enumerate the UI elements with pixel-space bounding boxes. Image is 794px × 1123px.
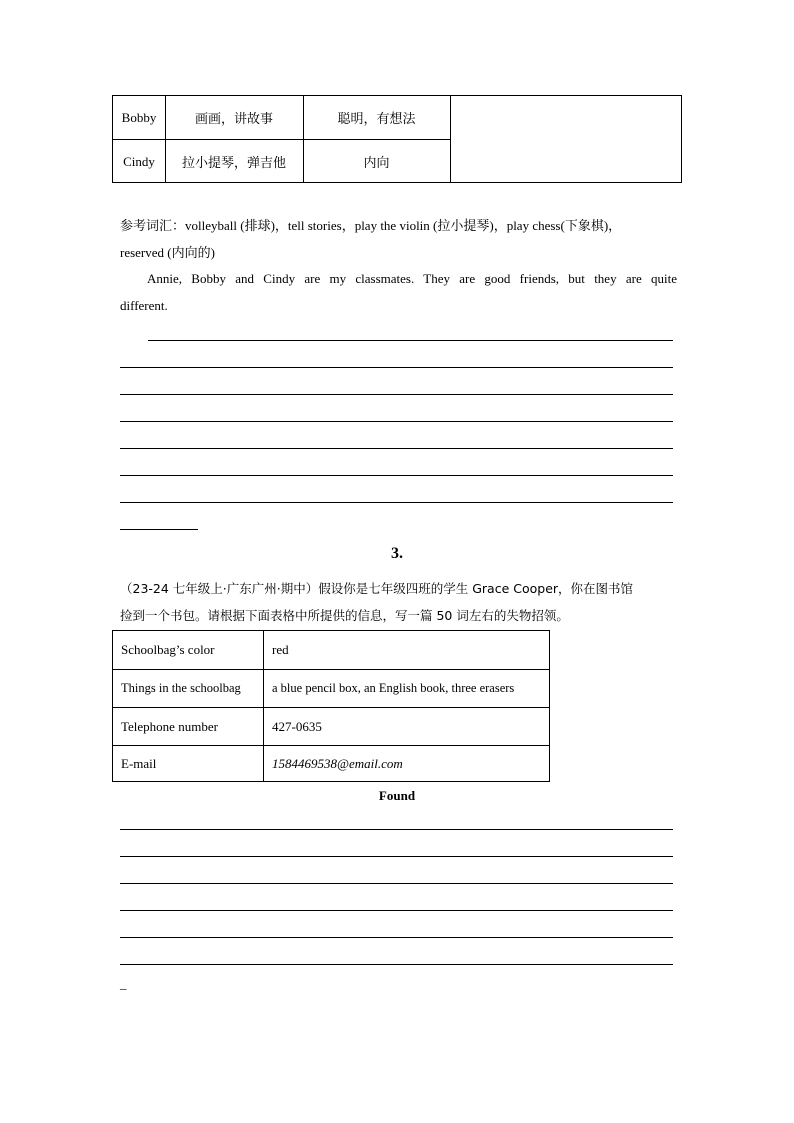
prompt-line: 捡到一个书包。请根据下面表格中所提供的信息，写一篇 50 词左右的失物招领。 xyxy=(120,608,569,623)
writing-line xyxy=(120,883,673,884)
intro-line: different. xyxy=(120,298,168,313)
writing-line xyxy=(120,475,673,476)
writing-line xyxy=(120,448,673,449)
table-cell-name: Bobby xyxy=(121,109,157,125)
table-divider xyxy=(450,96,451,182)
vocab-line: 参考词汇：volleyball (排球)，tell stories，play the violin (拉小提琴)，play chess(下象棋)， xyxy=(120,218,622,233)
table-cell-trait: 内向 xyxy=(363,156,390,171)
writing-line xyxy=(120,964,673,965)
email-value: 1584469538@email.com xyxy=(272,756,403,771)
prompt-line: （23-24 七年级上·广东广州·期中）假设你是七年级四班的学生 Grace Cooper，你在图书馆 xyxy=(120,581,634,596)
writing-line xyxy=(120,910,673,911)
table-label: Things in the schoolbag xyxy=(121,681,241,695)
table-label: E-mail xyxy=(121,756,157,771)
table-cell-name: Cindy xyxy=(123,153,155,169)
table-cell-trait: 聪明，有想法 xyxy=(337,112,416,127)
vocab-line: reserved (内向的) xyxy=(120,245,215,260)
table-cell-hobby: 拉小提琴，弹吉他 xyxy=(181,156,286,171)
notice-title: Found xyxy=(378,788,416,803)
trailing-mark: _ xyxy=(120,976,127,991)
table-value: a blue pencil box, an English book, three erasers xyxy=(272,681,515,695)
intro-line: Annie, Bobby and Cindy are my classmates. They are good friends, but they are quite xyxy=(147,271,677,286)
writing-line xyxy=(120,529,198,530)
section-number: 3. xyxy=(391,545,403,562)
schoolbag-info-table xyxy=(112,630,550,782)
table-label: Schoolbag’s color xyxy=(121,642,215,657)
info-table-1 xyxy=(112,95,682,183)
writing-line xyxy=(148,340,673,341)
writing-line xyxy=(120,937,673,938)
writing-line xyxy=(120,367,673,368)
writing-line xyxy=(120,394,673,395)
table-value: red xyxy=(272,642,289,657)
writing-line xyxy=(120,829,673,830)
table-label: Telephone number xyxy=(121,718,218,734)
writing-line xyxy=(120,421,673,422)
table-value: 427-0635 xyxy=(272,718,322,734)
writing-line xyxy=(120,856,673,857)
table-cell-hobby: 画画，讲故事 xyxy=(194,112,273,127)
writing-line xyxy=(120,502,673,503)
